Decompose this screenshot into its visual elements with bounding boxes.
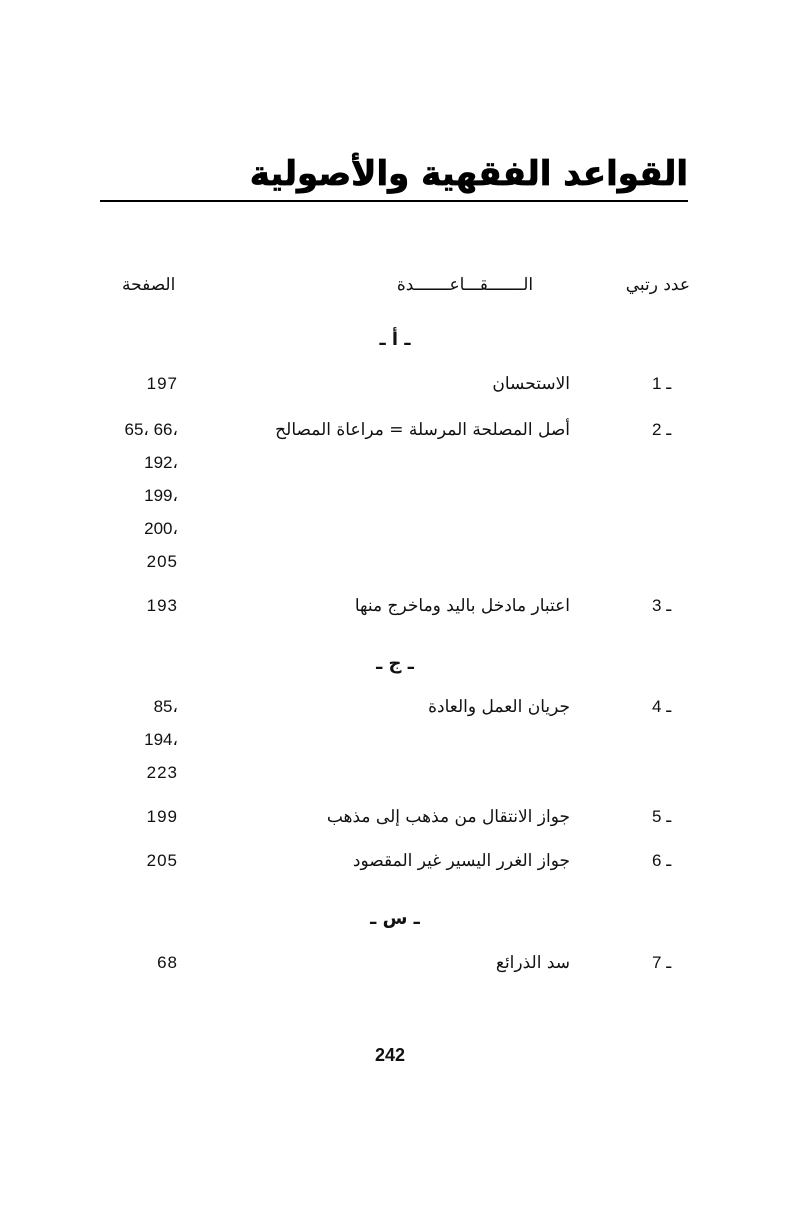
entry-rule: جواز الغرر اليسير غير المقصود bbox=[352, 851, 570, 871]
entry-page: 197 bbox=[146, 374, 178, 393]
section-letter: ـ أ ـ bbox=[379, 329, 411, 350]
entry-rule: الاستحسان bbox=[492, 374, 570, 394]
entry-rule: جواز الانتقال من مذهب إلى مذهب bbox=[326, 807, 570, 827]
entry-rule: سد الذرائع bbox=[495, 953, 570, 973]
entry-number: 2 ـ bbox=[652, 420, 672, 439]
entry-page: 85، bbox=[153, 697, 178, 716]
column-header-number: عدد رتبي bbox=[625, 275, 690, 295]
section-letter: ـ ج ـ bbox=[376, 653, 414, 674]
entry-number: 1 ـ bbox=[652, 374, 672, 393]
entry-page: 205 bbox=[146, 851, 178, 870]
entry-page: 199 bbox=[146, 807, 178, 826]
page-number: 242 bbox=[374, 1045, 406, 1065]
entry-number: 5 ـ bbox=[652, 807, 672, 826]
section-letter: ـ س ـ bbox=[370, 908, 420, 929]
entry-rule: اعتبار مادخل باليد وماخرج منها bbox=[354, 596, 570, 616]
title-underline bbox=[100, 200, 688, 202]
running-title: القواعد الفقهية والأصولية bbox=[249, 154, 688, 194]
entry-number: 3 ـ bbox=[652, 596, 672, 615]
column-header-rule: الـــــــقـــاعـــــــدة bbox=[396, 275, 534, 295]
entry-rule: جريان العمل والعادة bbox=[428, 697, 570, 717]
entry-page: 68 bbox=[157, 953, 178, 972]
entry-page: 223 bbox=[146, 763, 178, 782]
entry-rule: أصل المصلحة المرسلة = مراعاة المصالح bbox=[275, 420, 570, 440]
entry-page: 192، bbox=[144, 453, 178, 472]
entry-page: 194، bbox=[144, 730, 178, 749]
entry-page: 205 bbox=[146, 552, 178, 571]
entry-page: 65، 66، bbox=[124, 420, 178, 439]
entry-number: 6 ـ bbox=[652, 851, 672, 870]
entry-number: 7 ـ bbox=[652, 953, 672, 972]
entry-page: 200، bbox=[144, 519, 178, 538]
entry-page: 193 bbox=[146, 596, 178, 615]
column-header-page: الصفحة bbox=[122, 275, 176, 295]
entry-number: 4 ـ bbox=[652, 697, 672, 716]
entry-page: 199، bbox=[144, 486, 178, 505]
